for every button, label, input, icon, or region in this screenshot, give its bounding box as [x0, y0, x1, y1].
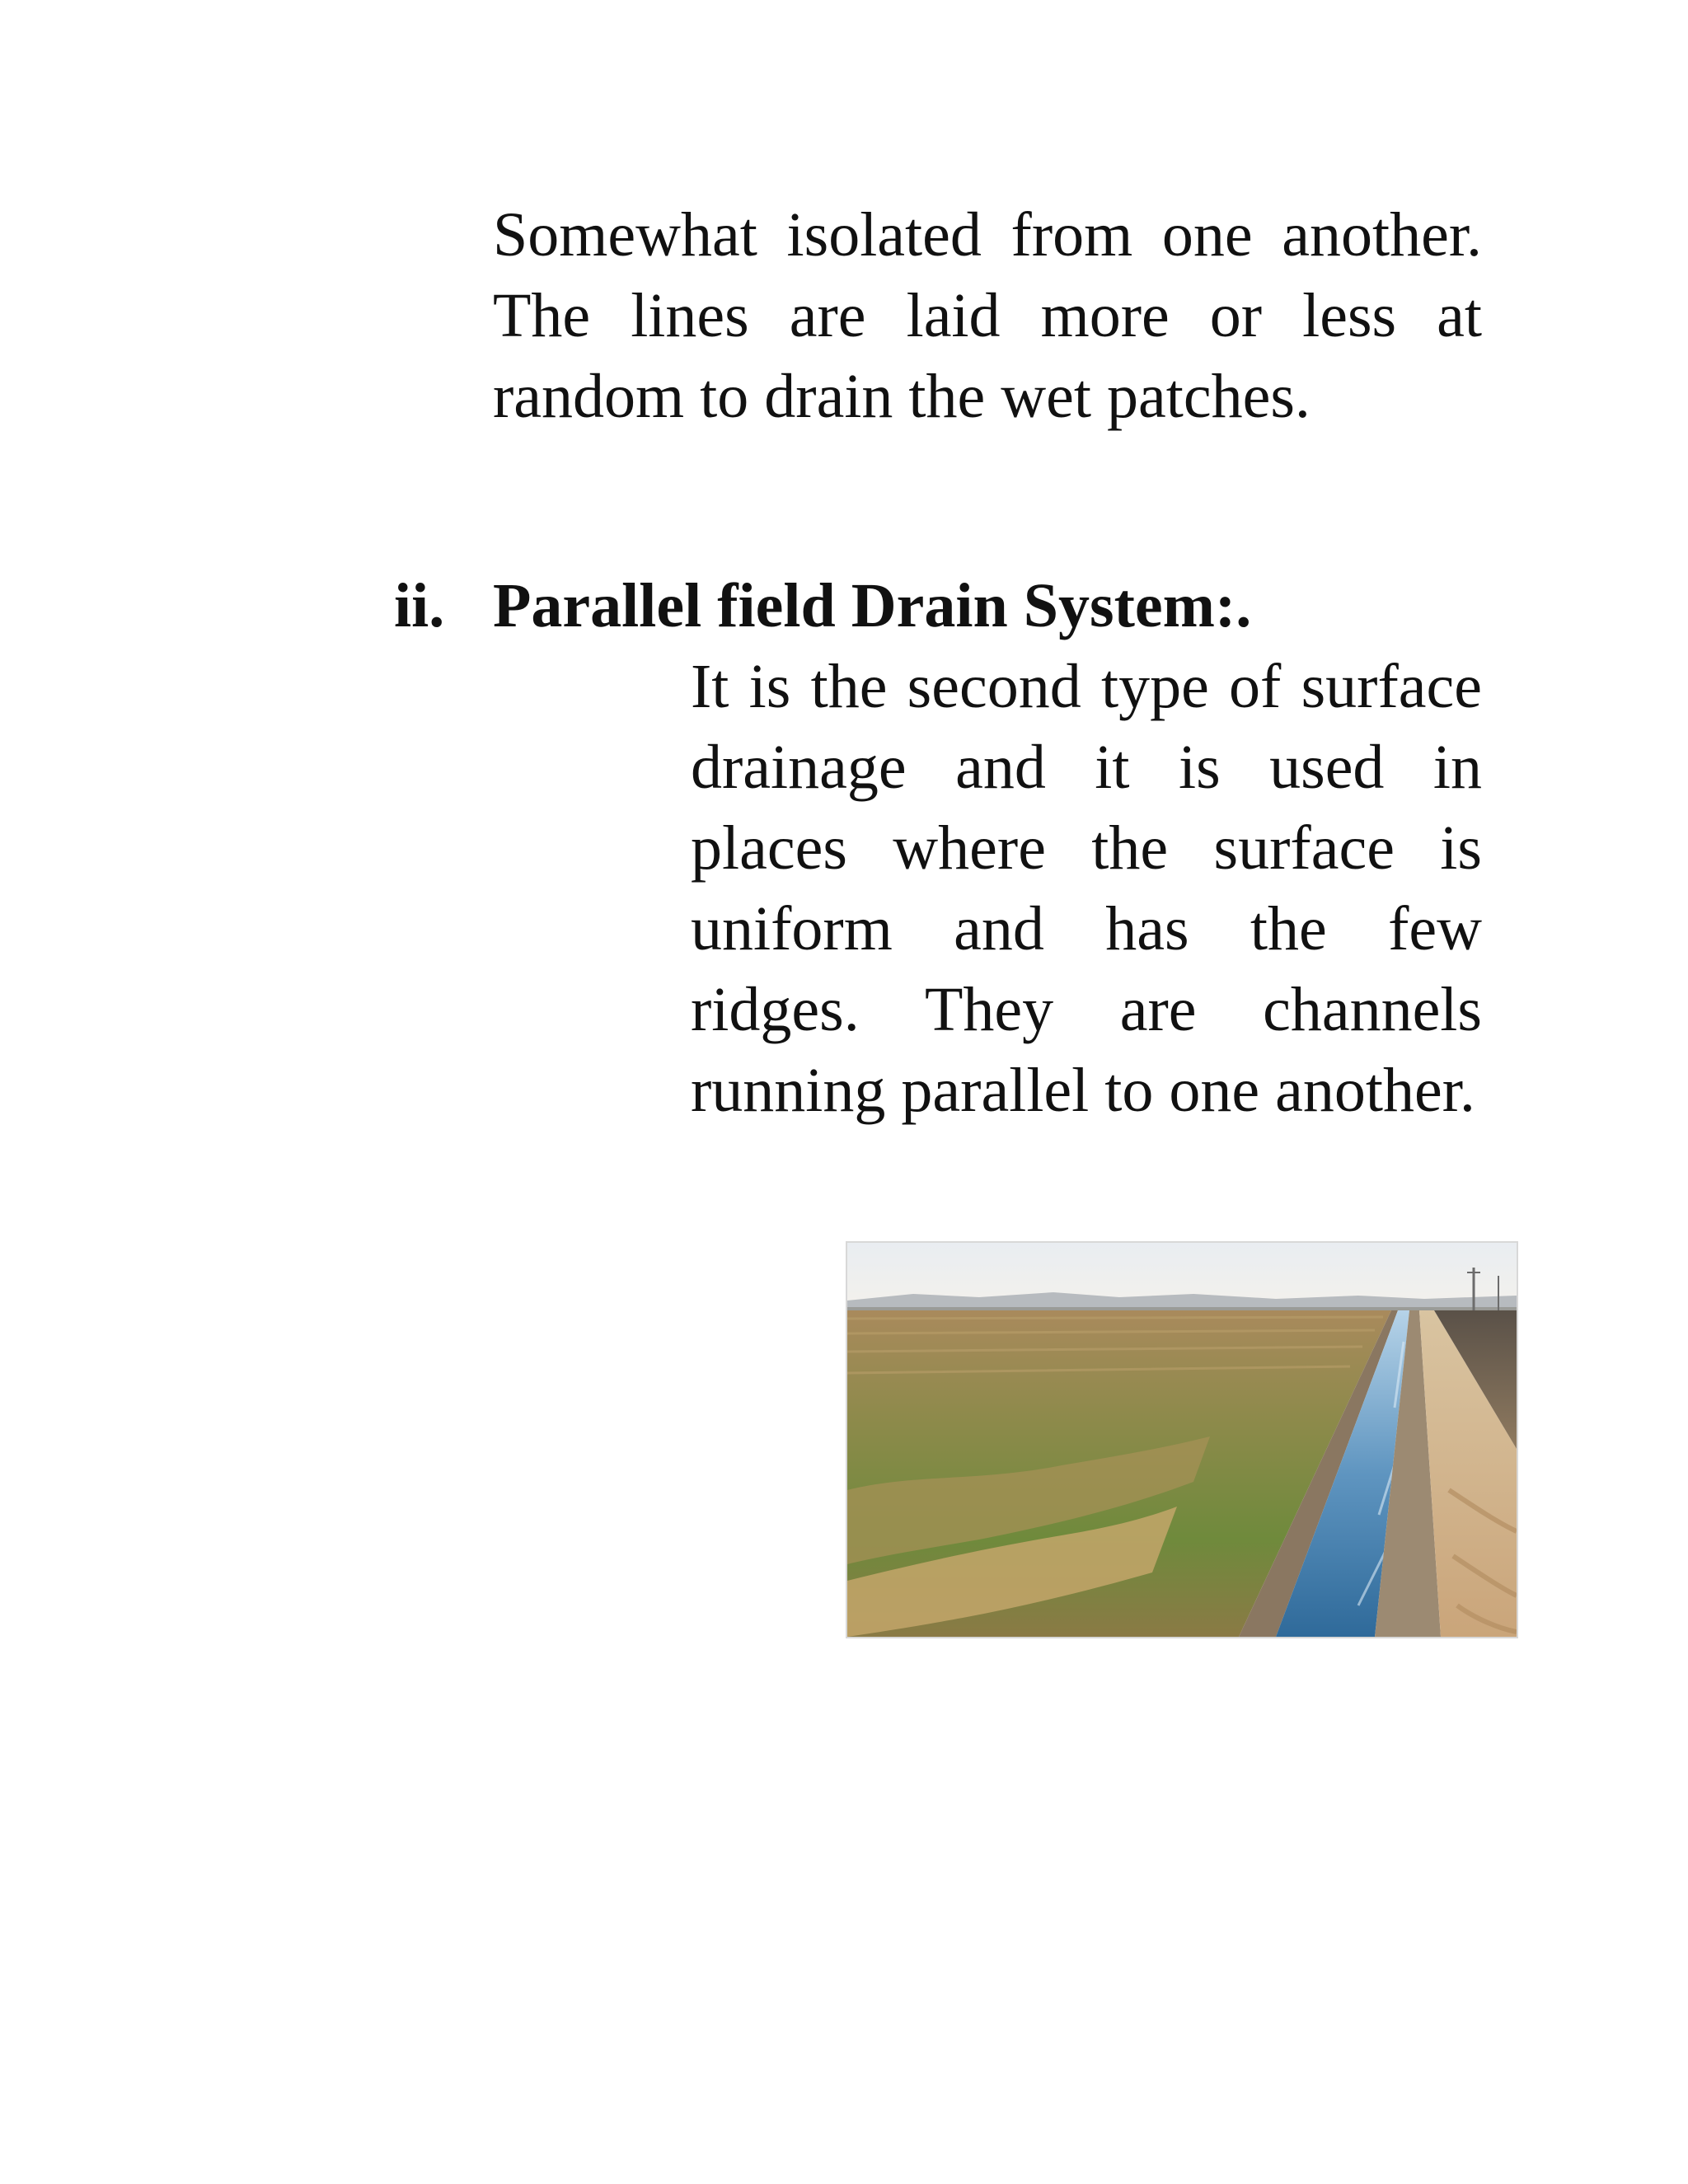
list-marker: ii.	[394, 571, 445, 640]
irrigation-canal-photo	[846, 1241, 1518, 1638]
body-paragraph-1: Somewhat isolated from one another. The lines are laid more or less at random to drain the wet patches.	[493, 200, 1482, 431]
section-paragraph: It is the second type of surface drainage and it is used in places where the surface is uniform and has the few ridges. They are channels running parallel to one another.	[691, 652, 1482, 1125]
section-heading: Parallel field Drain System:.	[493, 571, 1252, 640]
